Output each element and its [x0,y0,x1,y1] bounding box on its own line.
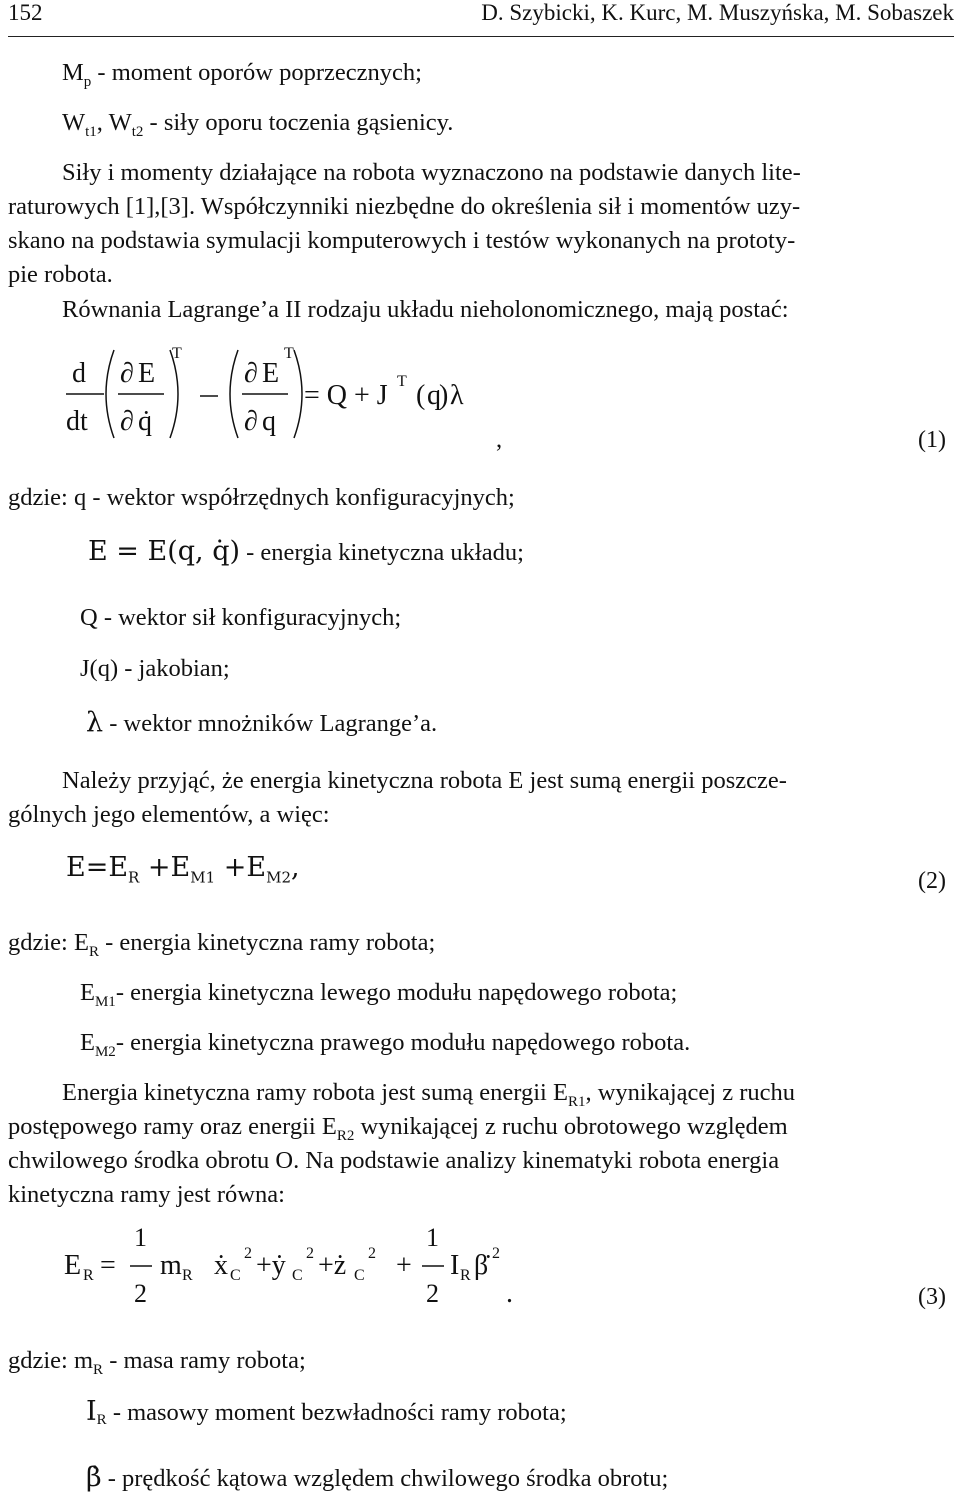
equation-2 [66,852,300,887]
def-mp [62,56,422,90]
eq3-m: m [160,1250,182,1281]
para4-line2 [8,1110,788,1144]
eq3-I-sub-R: R [460,1267,471,1284]
where3-mr [8,1344,306,1378]
mr-desc: - masa ramy robota; [103,1347,306,1374]
where3-beta [86,1462,668,1496]
eq3-y-sq: 2 [306,1245,314,1262]
symbol-w2: , W [96,109,132,136]
def-wt [62,106,453,140]
para3-line2: gólnych jego elementów, a więc: [8,801,330,828]
energy-desc: - energia kinetyczna układu; [240,539,524,566]
beta-symbol: β̇ [86,1462,102,1493]
eq1-paren-left-2 [230,350,238,438]
eq3-I: I [450,1250,460,1281]
eq3-number: (3) [918,1284,946,1310]
er-desc: - energia kinetyczna ramy robota; [98,929,436,956]
lambda-symbol: λ [86,707,104,738]
eq3-x-sub-C: C [230,1267,241,1284]
eq3-one-a: 1 [134,1223,147,1252]
eq1-qdot: q̇ [138,406,152,437]
eq3-x-sq: 2 [244,1245,252,1262]
where1-q: gdzie: q - wektor współrzędnych konfiguracyjnych; [8,484,515,511]
where2-er [8,926,435,960]
eq2-plus-2: +E [215,852,267,883]
where1-Q: Q - wektor sił konfiguracyjnych; [80,604,402,631]
eq1-paren-close: ) [439,380,449,411]
em1-symbol: E [80,979,95,1006]
eq1-partial-E-2: ∂ [244,358,258,389]
eq3-zdot: +ż [318,1250,347,1281]
para4-line1 [62,1076,795,1110]
eq1-number: (1) [918,427,946,453]
eq1-E-1: E [138,358,156,389]
er-symbol: gdzie: E [8,929,89,956]
para1-line1: Siły i momenty działające na robota wyznaczono na podstawie danych lite- [62,159,801,186]
em2-sub: M2 [94,1043,116,1060]
er-sub: R [88,943,99,960]
mr-sub: R [93,1361,104,1378]
equation-1 [60,338,480,448]
mr-symbol: gdzie: m [8,1347,94,1374]
em1-desc: - energia kinetyczna lewego modułu napędowego robota; [115,979,678,1006]
para4-l2sub: R2 [336,1127,355,1144]
eq3-y-sub-C: C [292,1267,303,1284]
eq3-one-b: 1 [426,1223,439,1252]
symbol-w: W [62,109,86,136]
header-authors: D. Szybicki, K. Kurc, M. Muszyńska, M. Sobaszek [481,0,954,25]
eq3-equals: = [100,1250,116,1281]
em2-desc: - energia kinetyczna prawego modułu napędowego robota. [115,1029,691,1056]
equation-3 [60,1222,620,1312]
eq3-m-sub-R: R [182,1267,193,1284]
eq3-plus: + [396,1250,412,1281]
eq3-E: E [64,1250,82,1281]
para3-line1: Należy przyjąć, że energia kinetyczna robota E jest sumą energii poszcze- [62,767,787,794]
em2-symbol: E [80,1029,95,1056]
where1-lambda [86,707,437,741]
eq2-sub-M1: M1 [190,868,216,887]
para2: Równania Lagrange’a II rodzaju układu nieholonomicznego, mają postać: [62,296,789,323]
subscript-t1: t1 [85,123,97,140]
def-wt-text: - siły oporu toczenia gąsienicy. [143,109,454,136]
para1-line3: skano na podstawia symulacji komputerowych i testów wykonanych na prototy- [8,227,796,254]
where1-J: J(q) - jakobian; [80,655,230,682]
where2-em2 [80,1026,690,1060]
eq1-rhs: = Q + J [304,380,388,411]
em1-sub: M1 [94,993,116,1010]
eq1-paren: ( [416,380,426,411]
eq3-ydot: +ẏ [256,1250,286,1281]
eq1-comma: , [496,426,503,453]
subscript-p: p [83,73,92,90]
where1-energy [88,536,524,570]
eq2-sub-M2: M2 [266,868,291,887]
eq3-sub-R: R [83,1267,94,1284]
eq2-comma: , [291,852,300,883]
where2-em1 [80,976,677,1010]
subscript-t2: t2 [131,123,144,140]
eq2-number: (2) [918,868,946,894]
eq1-lambda: λ [450,380,464,411]
para4-l1a: Energia kinetyczna ramy robota jest sumą energii E [62,1079,568,1106]
page-number: 152 [8,0,43,25]
para4-l2b: wynikającej z ruchu obrotowego względem [354,1113,788,1140]
eq1-paren-right-1 [170,350,178,438]
eq2-plus-1: +E [139,852,191,883]
eq3-z-sq: 2 [368,1245,376,1262]
eq3-beta-sq: 2 [492,1245,500,1262]
eq2-E: E=E [66,852,129,883]
eq3-two-a: 2 [134,1279,147,1308]
def-mp-text: - moment oporów poprzecznych; [91,59,422,86]
para4-l1sub: R1 [567,1093,586,1110]
para1-line4: pie robota. [8,261,113,288]
eq3-period: . [506,1278,513,1309]
para4-l2a: postępowego ramy oraz energii E [8,1113,337,1140]
eq3-xdot: ẋ [214,1250,228,1281]
eq1-partial-E-1: ∂ [120,358,134,389]
para4-line4: kinetyczna ramy jest równa: [8,1181,285,1208]
para4-l1b: , wynikającej z ruchu [585,1079,795,1106]
eq1-dt: dt [66,406,88,437]
eq1-E-2: E [262,358,280,389]
symbol-m: M [62,59,84,86]
eq1-transpose-2: T [284,345,294,362]
eq1-partial-q-1: ∂ [120,406,134,437]
eq2-sub-R: R [128,868,140,887]
eq3-two-b: 2 [426,1279,439,1308]
eq1-d: d [72,358,86,389]
eq1-paren-right-2 [294,350,302,438]
eq1-transpose-1: T [172,345,182,362]
eq3-z-sub-C: C [354,1267,365,1284]
para1-line2: raturowych [1],[3]. Współczynniki niezbędne do określenia sił i momentów uzy- [8,193,801,220]
ir-desc: - masowy moment bezwładności ramy robota; [106,1399,567,1426]
eq1-transpose-3: T [397,373,407,390]
eq1-q: q [262,406,276,437]
eq1-partial-q-2: ∂ [244,406,258,437]
eq3-beta: β̇ [474,1250,489,1281]
ir-symbol: I [86,1396,97,1427]
ir-sub: R [96,1412,107,1429]
where3-ir [86,1396,567,1430]
eq1-paren-left-1 [106,350,114,438]
energy-formula: E = E(q, q̇) [88,536,241,567]
eq1-q-arg: q [427,380,441,411]
para4-line3: chwilowego środka obrotu O. Na podstawie analizy kinematyki robota energia [8,1147,780,1174]
running-header [8,0,954,37]
lambda-desc: - wektor mnożników Lagrange’a. [103,710,438,737]
beta-desc: - prędkość kątowa względem chwilowego środka obrotu; [101,1465,669,1492]
